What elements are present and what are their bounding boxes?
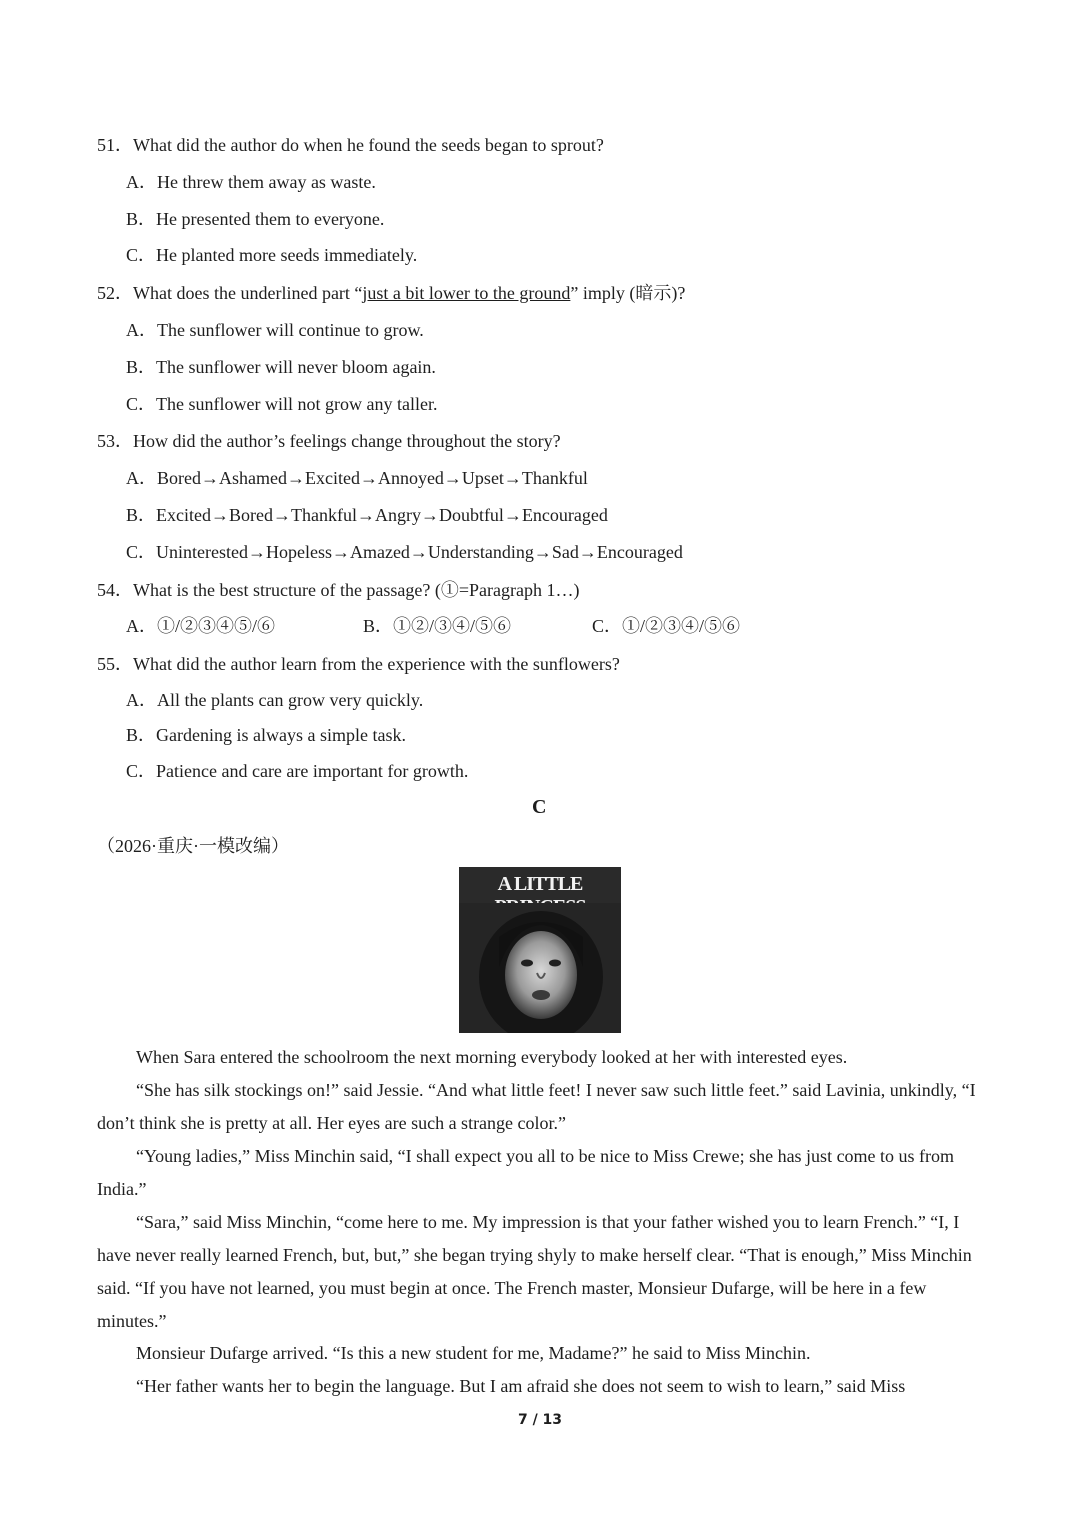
question-52-stem <box>97 279 685 305</box>
question-54-stem: 54．What is the best structure of the passage? (①=Paragraph 1…) <box>97 580 580 600</box>
question-52-stem-pre: 52．What does the underlined part “ <box>97 283 363 303</box>
question-52-option-b: B．The sunflower will never bloom again. <box>126 357 436 377</box>
passage-paragraph-6: “Her father wants her to begin the language. But I am afraid she does not seem to wish to learn,” said Miss <box>136 1376 906 1396</box>
question-51-option-c: C．He planted more seeds immediately. <box>126 245 418 265</box>
question-51-stem: 51．What did the author do when he found the seeds began to sprout? <box>97 135 604 155</box>
underlined-phrase: just a bit lower to the ground <box>362 283 571 303</box>
question-55-option-a: A．All the plants can grow very quickly. <box>126 690 424 710</box>
question-55-option-b: B．Gardening is always a simple task. <box>126 725 406 745</box>
passage-paragraph-5: Monsieur Dufarge arrived. “Is this a new student for me, Madame?” he said to Miss Minchin. <box>136 1343 811 1363</box>
question-51-option-b: B．He presented them to everyone. <box>126 209 385 229</box>
passage-paragraph-1: When Sara entered the schoolroom the next morning everybody looked at her with interested eyes. <box>136 1047 848 1067</box>
passage-paragraph-2: “She has silk stockings on!” said Jessie. “And what little feet! I never saw such little feet.” said Lavinia, unkindly, “I don’t think she is pretty at all. Her eyes are such a strange color.” <box>97 1080 976 1133</box>
cover-title: A LITTLE <box>497 873 583 895</box>
question-54-option-b: B．①②/③④/⑤⑥ <box>363 616 512 636</box>
question-53-option-b: B．Excited→Bored→Thankful→Angry→Doubtful→Encouraged <box>126 505 608 525</box>
passage-paragraph-4: “Sara,” said Miss Minchin, “come here to me. My impression is that your father wished you to learn French.” “I, I have never really learned French, but, but,” she began trying shyly to make herself clear. “That is enough,” Miss Minchin said. “If you have not learned, you must begin at once. The French master, Monsieur Dufarge, will be here in a few minutes.” <box>97 1212 972 1331</box>
question-53-stem: 53．How did the author’s feelings change throughout the story? <box>97 431 561 451</box>
girl-portrait <box>459 867 621 1033</box>
passage-paragraph-3: “Young ladies,” Miss Minchin said, “I shall expect you all to be nice to Miss Crewe; she has just come to us from India.” <box>97 1146 955 1199</box>
question-52-option-c: C．The sunflower will not grow any taller. <box>126 394 438 414</box>
question-54-option-c: C．①/②③④/⑤⑥ <box>592 616 741 636</box>
question-55-option-c: C．Patience and care are important for growth. <box>126 761 469 781</box>
source-note: （2026·重庆·一模改编） <box>97 836 289 856</box>
book-cover-image <box>459 867 621 1033</box>
question-53-option-c: C．Uninterested→Hopeless→Amazed→Understanding→Sad→Encouraged <box>126 542 683 562</box>
section-label: C <box>532 796 547 818</box>
page-number: 7 / 13 <box>517 1412 563 1428</box>
question-52-option-a: A．The sunflower will continue to grow. <box>126 320 424 340</box>
question-55-stem: 55．What did the author learn from the experience with the sunflowers? <box>97 654 620 674</box>
question-51-option-a: A．He threw them away as waste. <box>126 172 376 192</box>
question-53-option-a: A．Bored→Ashamed→Excited→Annoyed→Upset→Thankful <box>126 468 588 488</box>
question-54-option-a: A．①/②③④⑤/⑥ <box>126 616 276 636</box>
question-52-stem-post: ” imply (暗示)? <box>570 283 686 303</box>
